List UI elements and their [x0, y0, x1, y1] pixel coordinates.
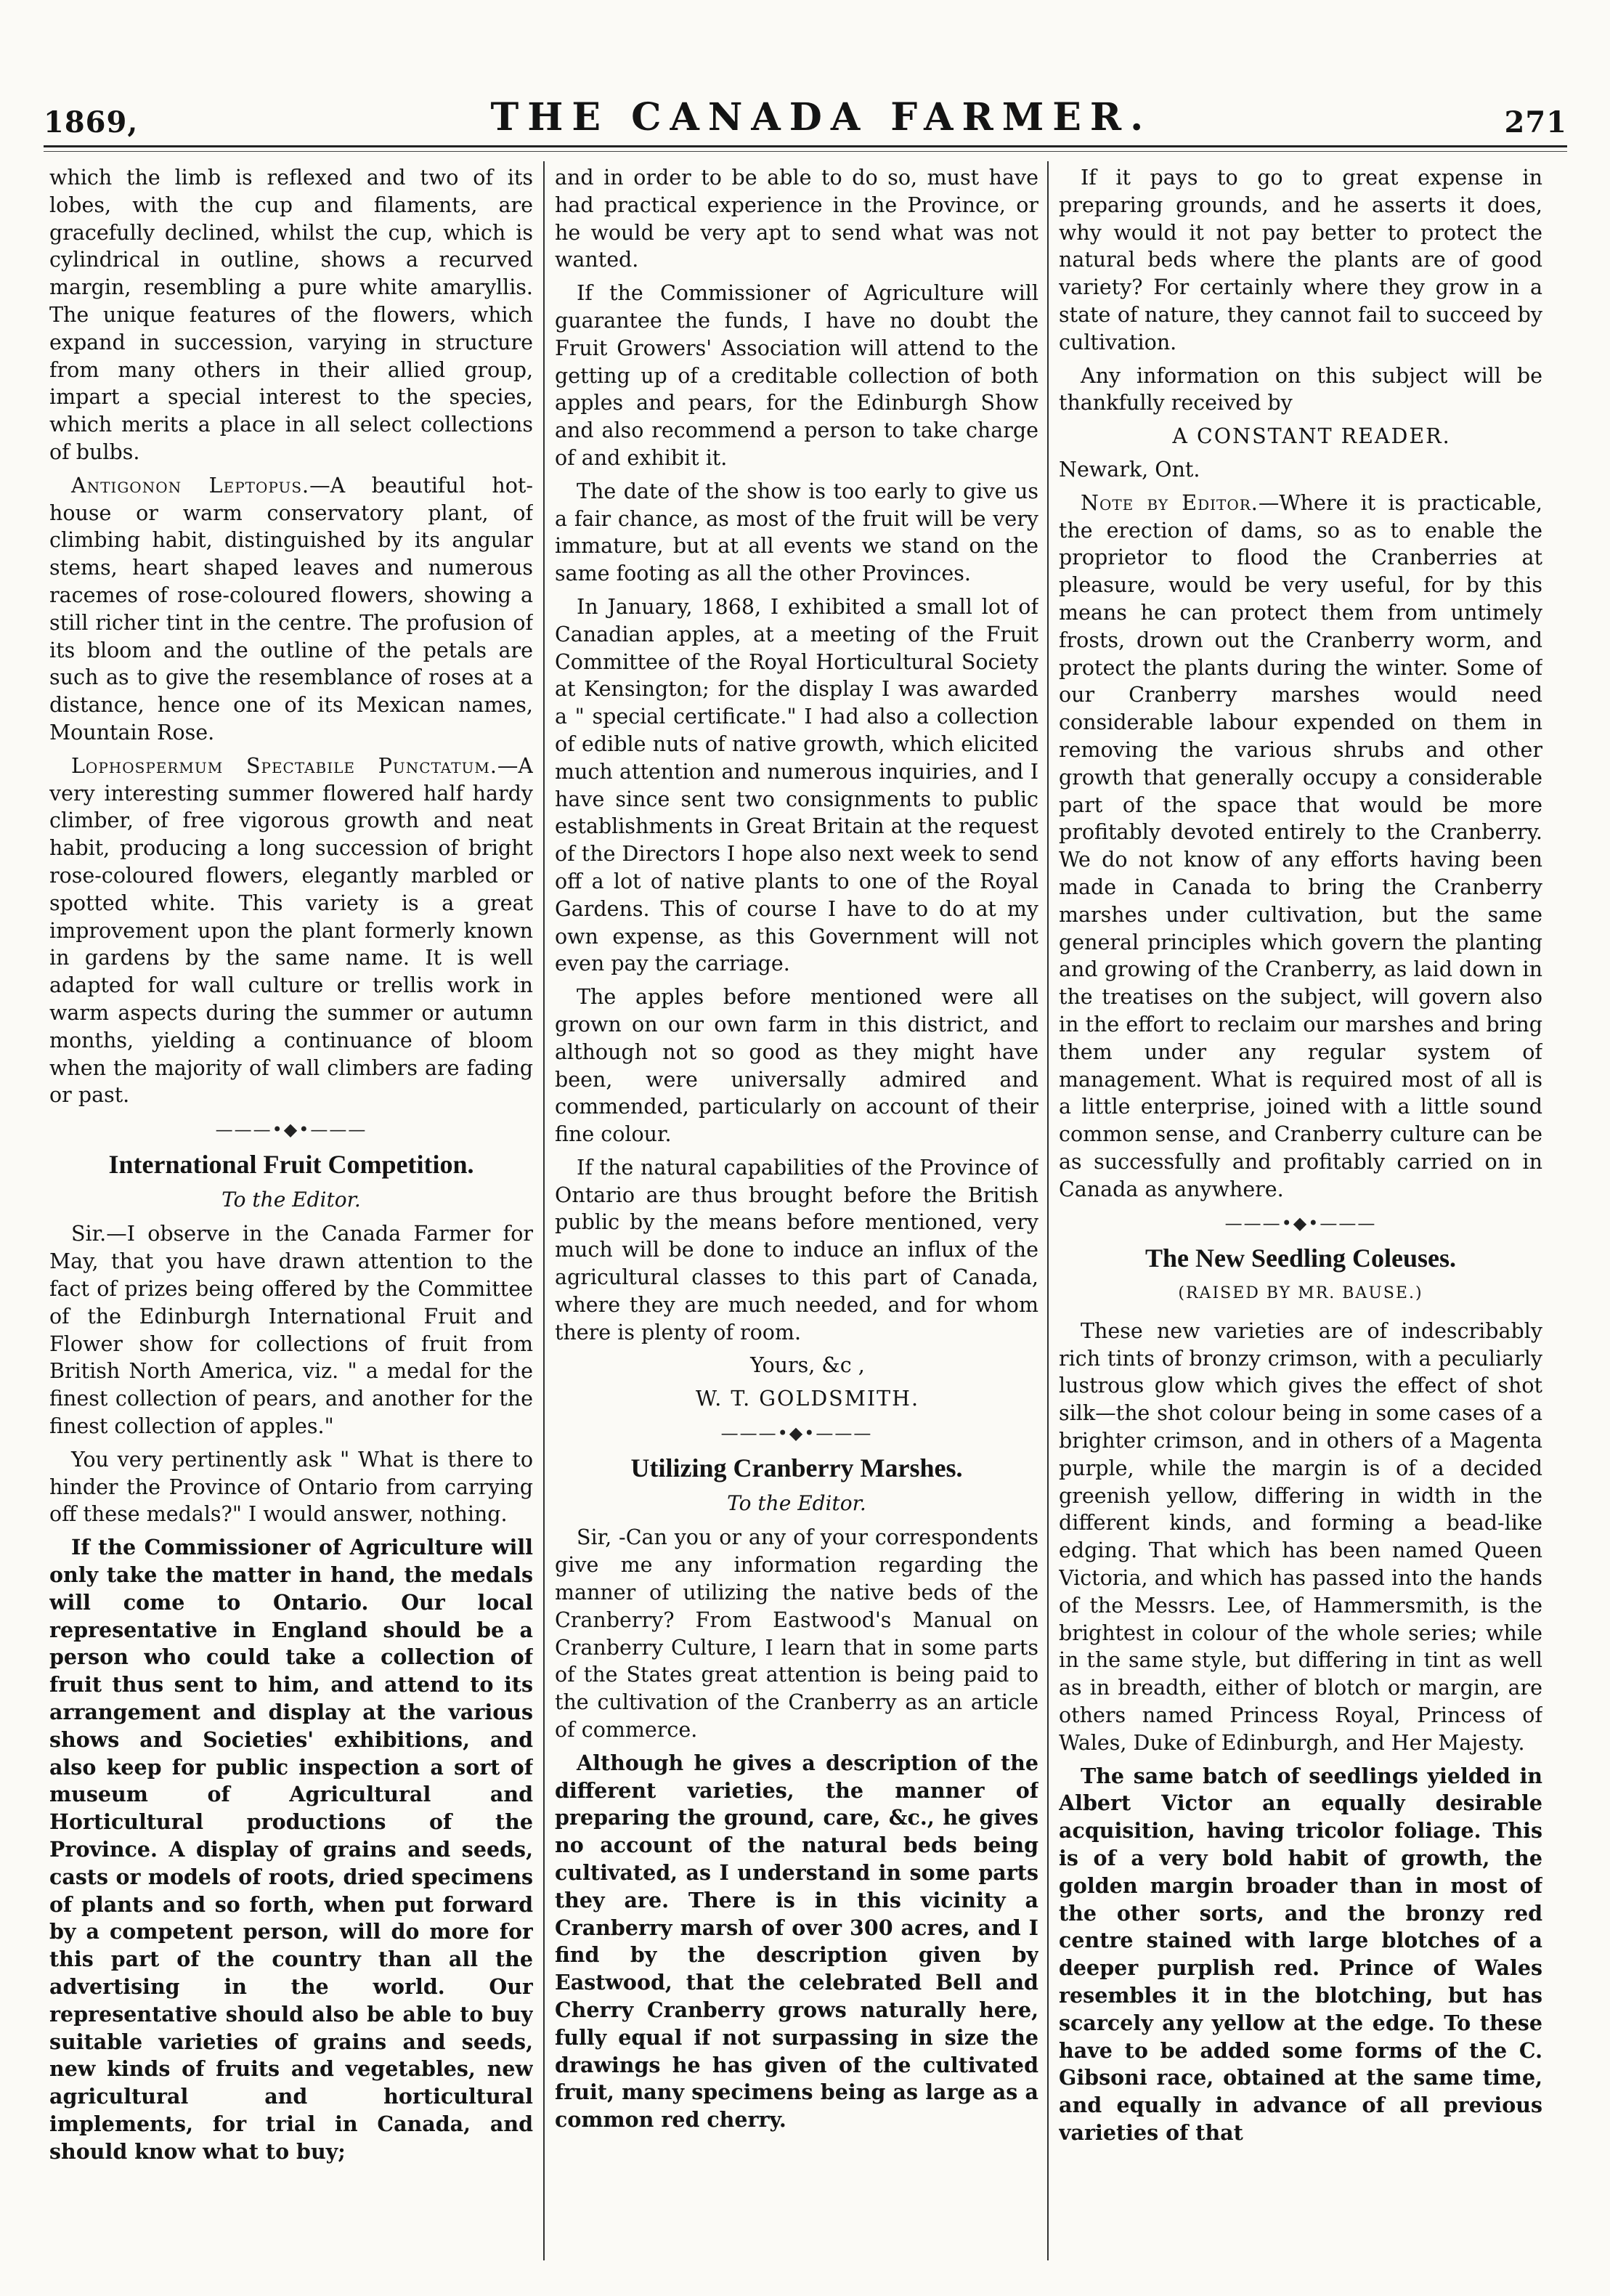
article-heading: The New Seedling Coleuses.	[1145, 1244, 1456, 1273]
article-paragraph	[49, 753, 533, 1109]
article-paragraph: The same batch of seedlings yielded in Albert Victor an equally desirable acquisition, having tricolor foliage. This is of a very bold habit of growth, the golden margin broader than in most of the other sorts, and the bronzy red centre stained with large blotches of a deeper purplish red. Prince of Wales resembles it in the blotching, but has scarcely any yellow at the edge. To these have to be added some forms of the C. Gibsoni race, obtained at the same time, and equally in advance of all previous varieties of that	[1059, 1763, 1542, 2145]
page-header	[44, 87, 1567, 139]
letter-signature: A CONSTANT READER.	[1172, 424, 1451, 449]
article-paragraph: which the limb is reflexed and two of its lobes, with the cup and filaments, are gracefully declined, whilst the cup, which is cylindrical in outline, shows a recurved margin, resembling a pure white amaryllis. The unique features of the flowers, which expand in succession, varying in structure from many others in their allied group, impart a special interest to the species, which merits a place in all select collections of bulbs.	[49, 166, 533, 464]
letter-closing: Yours, &c ,	[750, 1353, 865, 1378]
letter-paragraph: If the Commissioner of Agriculture will only take the matter in hand, the medals will come to Ontario. Our local representative in England should be a person who could take a collection of fruit thus sent to him, and attend to its arrangement and display at the various shows and Societies' exhibitions, and also keep for public inspection a sort of museum of Agricultural and Horticultural productions of the Province. A display of grains and seeds, casts or models of roots, dried specimens of plants and so forth, when put forward by a competent person, will do more for this part of the country than all the advertising in the world. Our representative should also be able to buy suitable varieties of grains and seeds, new kinds of fruits and vegetables, new agricultural and horticultural implements, for trial in Canada, and should know what to buy;	[49, 1535, 533, 2164]
article-heading: Utilizing Cranberry Marshes.	[630, 1453, 963, 1482]
article-subheading: To the Editor.	[221, 1187, 361, 1212]
letter-paragraph: Sir, -Can you or any of your correspondents give me any information regarding the manner of utilizing the native beds of the Cranberry? From Eastwood's Manual on Cranberry Culture, I learn that in some parts of the States great attention is being paid to the cultivation of the Cranberry as an article of commerce.	[555, 1525, 1038, 1743]
article-paragraph	[49, 472, 533, 747]
letter-paragraph: In January, 1868, I exhibited a small lot of Canadian apples, at a meeting of the Fruit Committee of the Royal Horticultural Society at Kensington; for the display I was awarded a " special certificate." I had also a collection of edible nuts of native growth, which elicited much attention and numerous inquiries, and I have since sent two consignments to public establishments in Great Britain at the request of the Directors I hope also next week to send off a lot of native plants to one of the Royal Gardens. This of course I have to do at my own expense, as this Government will not even pay the carriage.	[555, 594, 1038, 976]
note-label: Note by Editor.	[1081, 490, 1259, 515]
header-rule-thin	[44, 151, 1567, 152]
letter-paragraph: If the natural capabilities of the Province of Ontario are thus brought before the British public by the means before mentioned, very much will be done to induce an influx of the agricultural classes to this part of Canada, where they are much needed, and for whom there is plenty of room.	[555, 1155, 1038, 1344]
letter-place: Newark, Ont.	[1059, 457, 1200, 482]
letter-paragraph: The apples before mentioned were all grown on our own farm in this district, and although not so good as they might have been, were universally admired and commended, particularly on account of their fine colour.	[555, 985, 1038, 1147]
page-number: 271	[1504, 105, 1567, 139]
letter-paragraph: If the Commissioner of Agriculture will guarantee the funds, I have no doubt the Fruit Growers' Association will attend to the getting up of a creditable collection of both apples and pears, for the Edinburgh Show and also recommend a person to take charge of and exhibit it.	[555, 281, 1038, 470]
letter-paragraph: Although he gives a description of the different varieties, the manner of preparing the ground, care, &c., he gives no account of the natural beds being cultivated, as I understand in some parts they are. There is in this vicinity a Cranberry marsh of over 300 acres, and I find by the description given by Eastwood, that the celebrated Bell and Cherry Cranberry grows naturally here, fully equal if not surpassing in size the drawings he has given of the cultivated fruit, many specimens being as large as a common red cherry.	[555, 1750, 1038, 2133]
header-rule	[44, 145, 1567, 147]
paragraph-body: —A beautiful hot-house or warm conservatory plant, of climbing habit, distinguished by its angular stems, heart shaped leaves and numerous racemes of rose-coloured flowers, showing a still richer tint in the centre. The profusion of its bloom and the outline of the petals are such as to give the resemblance of roses at a distance, hence one of its Mexican names, Mountain Rose.	[49, 473, 533, 745]
section-ornament: ———•◆•———	[215, 1119, 367, 1140]
article-heading: International Fruit Competition.	[108, 1149, 474, 1179]
column-3	[1059, 164, 1542, 2256]
paragraph-body: —Where it is practicable, the erection of dams, so as to enable the proprietor to flood the Cranberries at pleasure, would be very useful, for by this means he can protect them from untimely frosts, drown out the Cranberry worm, and protect the plants during the winter. Some of our Cranberry marshes would need considerable labour expended on them in removing the various shrubs and other growth that generally occupy a considerable part of the space that would be more profitably devoted entirely to the Cranberry. We do not know of any efforts having been made in Canada to bring the Cranberry marshes under cultivation, but the same general principles which govern the planting and growing of the Cranberry, as laid down in the treatises on the subject, will govern also in the effort to reclaim our marshes and bring them under any regular system of management. What is required most of all is a little enterprise, joined with a little sound common sense, and Cranberry culture can be as successfully and profitably carried on in Canada as anywhere.	[1059, 490, 1542, 1201]
column-2	[555, 164, 1038, 2256]
letter-paragraph: Any information on this subject will be thankfully received by	[1059, 363, 1542, 415]
section-ornament: ———•◆•———	[1224, 1213, 1377, 1234]
column-divider	[543, 161, 545, 2260]
masthead-title: THE CANADA FARMER.	[490, 95, 1152, 139]
plant-name: Antigonon Leptopus.	[71, 473, 310, 498]
letter-paragraph: The date of the show is too early to give us a fair chance, as most of the fruit will be very immature, but at all events we stand on the same footing as all the other Provinces.	[555, 479, 1038, 586]
column-1	[49, 164, 533, 2256]
letter-paragraph: and in order to be able to do so, must have had practical experience in the Province, or he would be very apt to send what was not wanted.	[555, 166, 1038, 272]
paragraph-body: —A very interesting summer flowered half hardy climber, of free vigorous growth and neat habit, producing a long succession of bright rose-coloured flowers, elegantly marbled or spotted white. This variety is a great improvement upon the plant formerly known in gardens by the same name. It is well adapted for wall culture or trellis work in warm aspects during the summer or autumn months, yielding a continuance of bloom when the majority of wall climbers are fading or past.	[49, 753, 533, 1108]
article-paragraph: These new varieties are of indescribably rich tints of bronzy crimson, with a peculiarly lustrous glow which gives the effect of shot silk—the shot colour being in some cases of a brighter crimson, and in others of a Magenta purple, while the margin is of a decided greenish yellow, differing in width in the different kinds, and forming a bead-like edging. That which has been named Queen Victoria, and which has passed into the hands of the Messrs. Lee, of Hammersmith, is the brightest in colour of the whole series; while in the same style, but differing in tint as well as in breadth, either of blotch or margin, are others named Princess Royal, Princess of Wales, Duke of Edinburgh, and Her Majesty.	[1059, 1318, 1542, 1755]
article-subheading: (RAISED BY MR. BAUSE.)	[1178, 1284, 1423, 1303]
editor-note	[1059, 490, 1542, 1204]
issue-year: 1869,	[44, 105, 139, 139]
column-divider	[1047, 161, 1049, 2260]
letter-paragraph: You very pertinently ask " What is there to hinder the Province of Ontario from carrying off these medals?" I would answer, nothing.	[49, 1447, 533, 1527]
letter-signature: W. T. GOLDSMITH.	[695, 1387, 920, 1411]
article-subheading: To the Editor.	[727, 1490, 866, 1515]
section-ornament: ———•◆•———	[720, 1423, 873, 1444]
letter-paragraph: If it pays to go to great expense in preparing grounds, and he asserts it does, why would it not pay better to protect the natural beds where the plants are of good variety? For certainly where they grow in a state of nature, they cannot fail to succeed by cultivation.	[1059, 166, 1542, 354]
letter-paragraph: Sir.—I observe in the Canada Farmer for May, that you have drawn attention to the fact of prizes being offered by the Committee of the Edinburgh International Fruit and Flower show for collections of fruit from British North America, viz. " a medal for the finest collection of pears, and another for the finest collection of apples."	[49, 1222, 533, 1439]
plant-name: Lophospermum Spectabile Punctatum.	[71, 753, 497, 778]
